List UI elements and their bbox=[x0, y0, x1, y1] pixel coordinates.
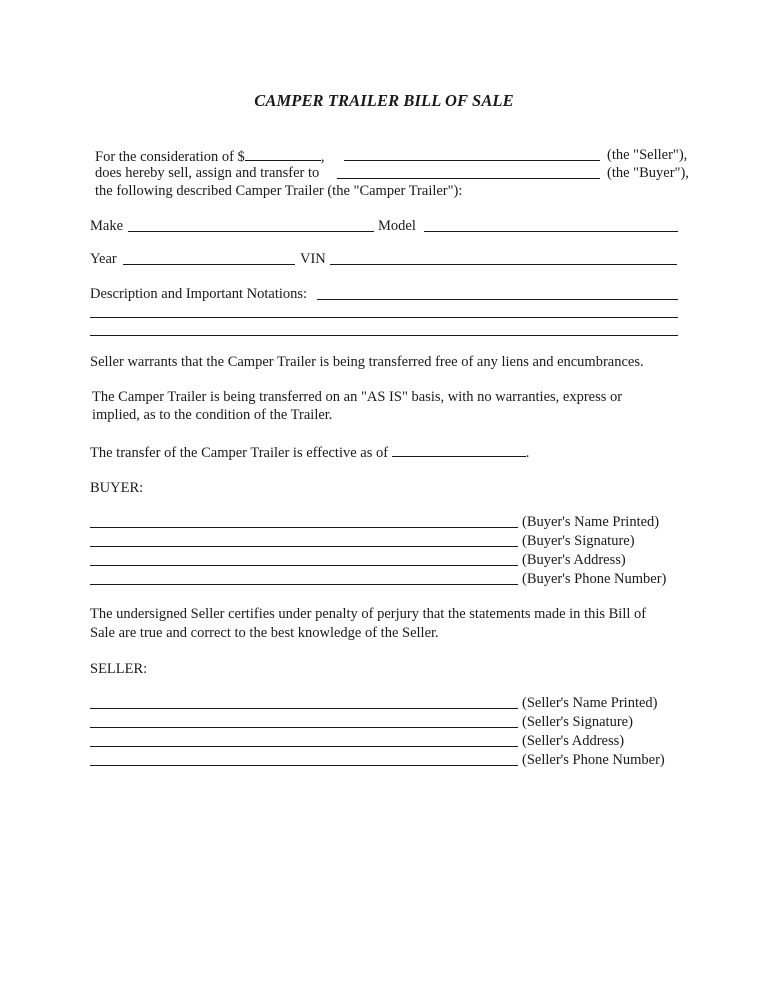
period-text: . bbox=[525, 445, 530, 461]
seller-heading: SELLER: bbox=[90, 661, 148, 677]
description-field-line-3[interactable] bbox=[90, 335, 678, 336]
seller-label: (the "Seller"), bbox=[607, 147, 688, 163]
seller-phone-label: (Seller's Phone Number) bbox=[522, 752, 665, 768]
consideration-label: For the consideration of $ bbox=[95, 149, 245, 165]
buyer-name-field[interactable] bbox=[337, 178, 600, 179]
buyer-label: (the "Buyer"), bbox=[607, 165, 689, 181]
buyer-phone-label: (Buyer's Phone Number) bbox=[522, 571, 667, 587]
model-field[interactable] bbox=[424, 231, 678, 232]
consideration-amount-field[interactable] bbox=[245, 146, 321, 161]
liens-warranty-text: Seller warrants that the Camper Trailer is being transferred free of any liens and encumbrances. bbox=[90, 354, 644, 370]
buyer-heading: BUYER: bbox=[90, 480, 144, 496]
intro-line-2: does hereby sell, assign and transfer to bbox=[95, 165, 320, 181]
description-field-line-2[interactable] bbox=[90, 317, 678, 318]
buyer-address-label: (Buyer's Address) bbox=[522, 552, 626, 568]
seller-address-field[interactable] bbox=[90, 746, 518, 747]
vin-field[interactable] bbox=[330, 264, 677, 265]
year-field[interactable] bbox=[123, 264, 295, 265]
buyer-name-printed-label: (Buyer's Name Printed) bbox=[522, 514, 660, 530]
document-title: CAMPER TRAILER BILL OF SALE bbox=[254, 91, 514, 110]
seller-name-field[interactable] bbox=[344, 160, 600, 161]
seller-name-printed-field[interactable] bbox=[90, 708, 518, 709]
effective-date-label: The transfer of the Camper Trailer is effective as of bbox=[90, 445, 389, 461]
effective-date-field[interactable] bbox=[392, 442, 526, 457]
seller-signature-field[interactable] bbox=[90, 727, 518, 728]
buyer-name-printed-field[interactable] bbox=[90, 527, 518, 528]
description-label: Description and Important Notations: bbox=[90, 286, 308, 302]
intro-line-1 bbox=[95, 146, 324, 166]
as-is-text-line-2: implied, as to the condition of the Trailer. bbox=[92, 407, 333, 423]
seller-signature-label: (Seller's Signature) bbox=[522, 714, 633, 730]
effective-date-line bbox=[90, 442, 529, 462]
year-label: Year bbox=[90, 251, 117, 267]
as-is-text-line-1: The Camper Trailer is being transferred on an "AS IS" basis, with no warranties, express or bbox=[92, 389, 623, 405]
buyer-signature-label: (Buyer's Signature) bbox=[522, 533, 635, 549]
seller-name-printed-label: (Seller's Name Printed) bbox=[522, 695, 658, 711]
buyer-address-field[interactable] bbox=[90, 565, 518, 566]
buyer-signature-field[interactable] bbox=[90, 546, 518, 547]
certification-text-line-1: The undersigned Seller certifies under penalty of perjury that the statements made in this Bill of bbox=[90, 606, 647, 622]
certification-text-line-2: Sale are true and correct to the best knowledge of the Seller. bbox=[90, 625, 439, 641]
vin-label: VIN bbox=[300, 251, 326, 267]
buyer-phone-field[interactable] bbox=[90, 584, 518, 585]
make-field[interactable] bbox=[128, 231, 374, 232]
intro-line-3: the following described Camper Trailer (the "Camper Trailer"): bbox=[95, 183, 463, 199]
description-field-line-1[interactable] bbox=[317, 299, 678, 300]
comma-text: , bbox=[320, 149, 325, 165]
seller-address-label: (Seller's Address) bbox=[522, 733, 625, 749]
make-label: Make bbox=[90, 218, 124, 234]
seller-phone-field[interactable] bbox=[90, 765, 518, 766]
model-label: Model bbox=[378, 218, 416, 234]
